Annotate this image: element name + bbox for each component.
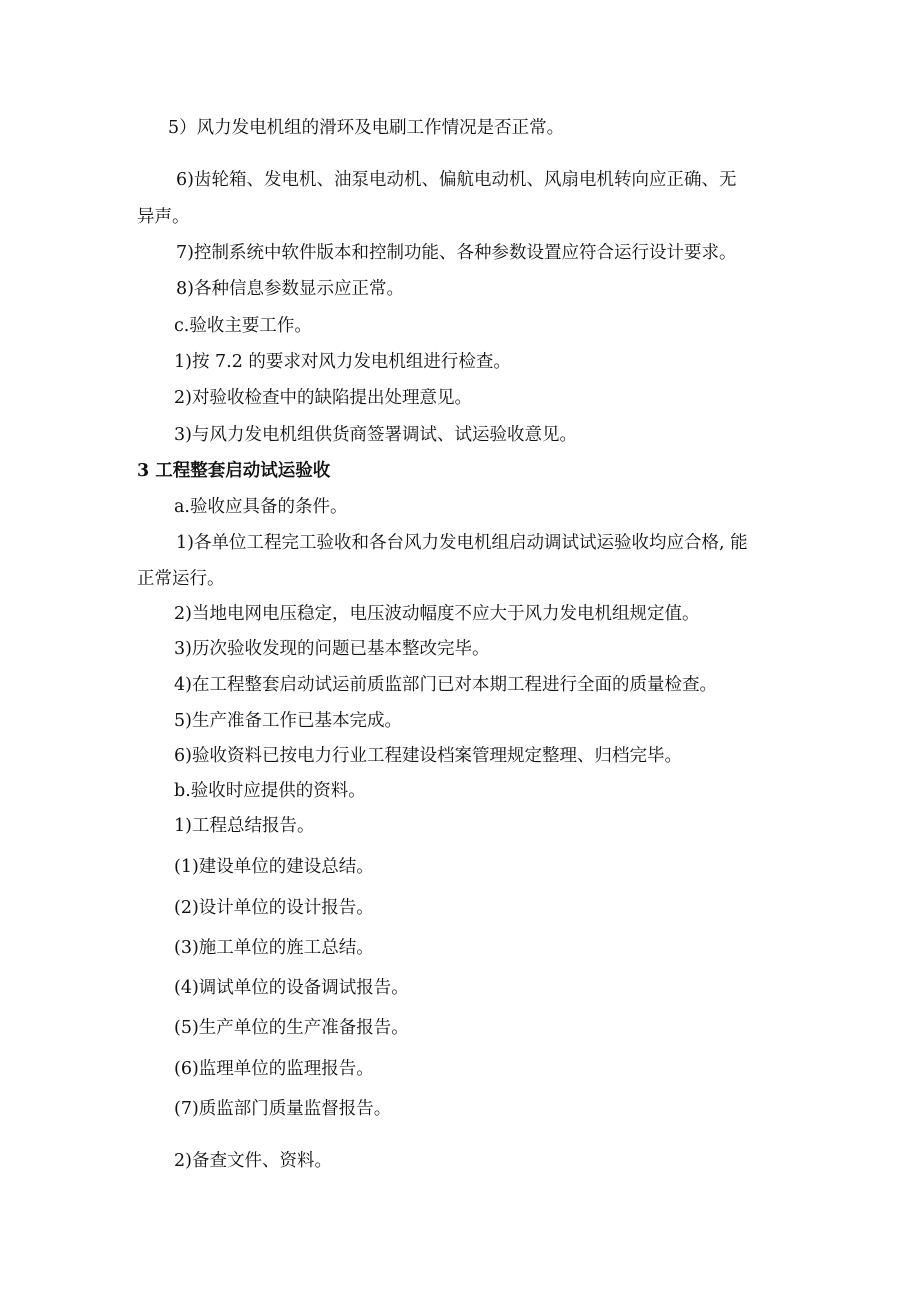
condition-item-3: 3)历次验收发现的问题已基本整改完毕。 [174,639,490,659]
work-item-1: 1)按 7.2 的要求对风力发电机组进行检查。 [174,352,511,372]
condition-item-4: 4)在工程整套启动试运前质监部门已对本期工程进行全面的质量检查。 [174,675,717,695]
condition-item-1-continuation: 正常运行。 [137,569,225,589]
item-6-continuation: 异声。 [137,207,190,227]
item-6-rotation-direction: 6)齿轮箱、发电机、油泵电动机、偏航电动机、风扇电机转向应正确、无 [176,170,737,190]
condition-item-1: 1)各单位工程完工验收和各台风力发电机组启动调试试运验收均应合格, 能 [176,533,748,553]
report-item-1: (1)建设单位的建设总结。 [174,857,374,877]
work-item-3: 3)与风力发电机组供货商签署调试、试运验收意见。 [174,425,577,445]
report-item-6: (6)监理单位的监理报告。 [174,1059,374,1079]
report-item-5: (5)生产单位的生产准备报告。 [174,1018,409,1038]
item-8-parameter-display: 8)各种信息参数显示应正常。 [176,279,404,299]
item-5-slip-ring: 5）风力发电机组的滑环及电刷工作情况是否正常。 [168,118,565,138]
report-item-7: (7)质监部门质量监督报告。 [174,1099,392,1119]
condition-item-5: 5)生产准备工作已基本完成。 [174,711,402,731]
work-item-2: 2)对验收检查中的缺陷提出处理意见。 [174,388,472,408]
item-7-control-system: 7)控制系统中软件版本和控制功能、各种参数设置应符合运行设计要求。 [176,243,737,263]
condition-item-2: 2)当地电网电压稳定，电压波动幅度不应大于风力发电机组规定值。 [174,604,700,624]
report-item-2: (2)设计单位的设计报告。 [174,898,374,918]
condition-item-6: 6)验收资料已按电力行业工程建设档案管理规定整理、归档完毕。 [174,746,682,766]
material-item-2: 2)备查文件、资料。 [174,1151,332,1171]
report-item-4: (4)调试单位的设备调试报告。 [174,978,409,998]
section-heading-3: 3 工程整套启动试运验收 [137,461,331,481]
section-b-materials: b.验收时应提供的资料。 [174,781,366,801]
report-item-3: (3)施工单位的旌工总结。 [174,938,374,958]
section-a-conditions: a.验收应具备的条件。 [174,497,348,517]
material-item-1: 1)工程总结报告。 [174,816,315,836]
section-c-main-work: c.验收主要工作。 [174,316,312,336]
